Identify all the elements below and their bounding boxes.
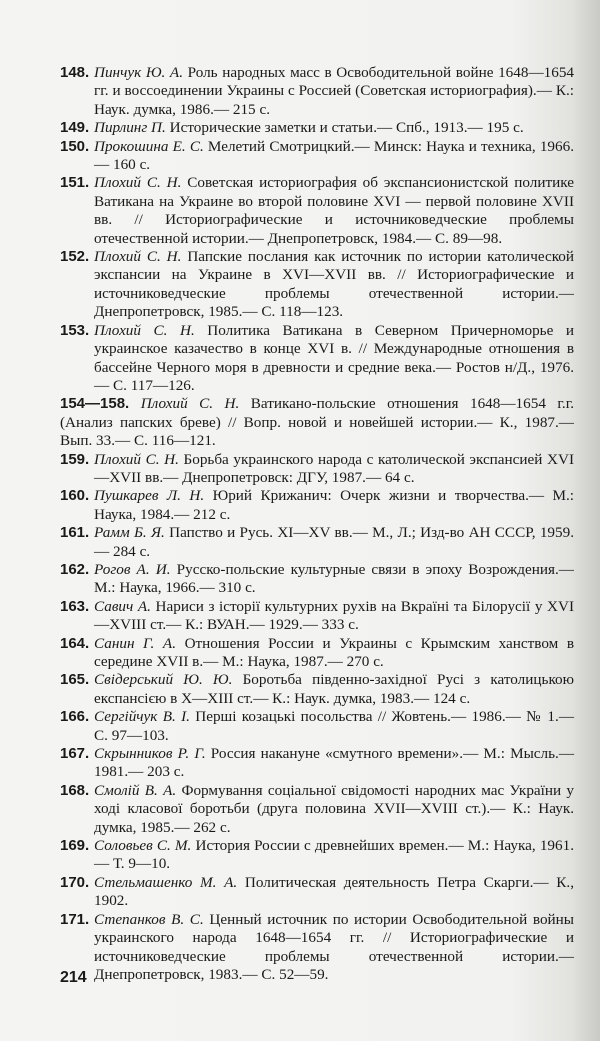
entry-author: Стельмашенко М. А. (94, 873, 238, 891)
entry-author: Сергійчук В. І. (94, 708, 190, 726)
entry-number: 164. (60, 634, 90, 652)
bibliography-entry (60, 248, 574, 322)
entry-author: Санин Г. А. (94, 634, 176, 652)
entry-author: Рогов А. И. (94, 560, 171, 578)
entry-number: 166. (60, 708, 90, 726)
entry-number: 167. (60, 745, 90, 763)
bibliography-entry (60, 395, 574, 450)
bibliography-entry (60, 671, 574, 708)
bibliography-entry (60, 598, 574, 635)
entry-author: Плохий С. Н. (140, 395, 240, 413)
page-number: 214 (60, 969, 87, 986)
bibliography-entry (60, 64, 574, 119)
entry-text: Русско-польские культурные связи в эпоху Возрождения.— М.: Наука, 1966.— 310 с. (94, 560, 574, 597)
entry-author: Прокошина Е. С. (94, 137, 204, 155)
entry-number: 168. (60, 781, 90, 799)
bibliography-entry (60, 119, 574, 137)
bibliography-entry (60, 487, 574, 524)
bibliography-entry (60, 837, 574, 874)
entry-text: Ценный источник по истории Освободительной войны украинского народа 1648—1654 гг. // Историографические и источниковедческие проблемы отечественной истории.— Днепропетровск, 1983.— С. 52—59. (94, 910, 574, 983)
entry-author: Пинчук Ю. А. (94, 64, 183, 81)
entry-text: Мелетий Смотрицкий.— Минск: Наука и техника, 1966.— 160 с. (94, 137, 575, 174)
entry-text: Политическая деятельность Петра Скарги.— К., 1902. (94, 873, 575, 910)
entry-number: 152. (60, 248, 90, 266)
entry-number: 160. (60, 487, 90, 505)
entry-author: Соловьев С. М. (94, 837, 192, 855)
entry-author: Плохий С. Н. (94, 450, 179, 468)
entry-number: 154—158. (60, 395, 130, 413)
entry-author: Плохий С. Н. (94, 321, 195, 339)
entry-text: Папство и Русь. XI—XV вв.— М., Л.; Изд-во АН СССР, 1959.— 284 с. (94, 524, 575, 560)
entry-author: Пирлинг П. (94, 119, 166, 137)
bibliography-entry (60, 782, 574, 837)
entry-text: Нариси з історії культурних рухів на Вкраїні та Білорусії у XVI—XVIII ст.— К.: ВУАН.— 1929.— 333 с. (94, 597, 575, 634)
entry-author: Рамм Б. Я. (94, 524, 165, 542)
entry-number: 162. (60, 560, 90, 578)
bibliography-entry (60, 322, 574, 396)
entry-number: 169. (60, 837, 90, 855)
bibliography-entry (60, 708, 574, 745)
bibliography-entry (60, 524, 574, 561)
bibliography-entry (60, 874, 574, 911)
bibliography-entry (60, 174, 574, 248)
bibliography-entry (60, 561, 574, 598)
entry-author: Смолій В. А. (94, 781, 177, 799)
bibliography-entry (60, 138, 574, 175)
entry-number: 171. (60, 910, 90, 928)
entry-text: Советская историография об экспансионистской политике Ватикана на Украине во второй половине XVI — первой половине XVII вв. // Историографические и источниковедческие проблемы отечественной истории.— Днепропетровск, 1984.— С. 89—98. (94, 174, 575, 247)
bibliography-list (60, 64, 574, 984)
bibliography-entry (60, 911, 574, 985)
entry-text: Политика Ватикана в Северном Причерноморье и украинское казачество в конце XVI в. // Международные отношения в бассейне Черного моря в древности и средние века.— Ростов н/Д., 1976.— С. 117—126. (94, 321, 575, 394)
entry-number: 161. (60, 524, 90, 542)
entry-author: Свідерський Ю. Ю. (94, 671, 233, 689)
entry-text: Роль народных масс в Освободительной войне 1648—1654 гг. и воссоединении Украины с Россией (Советская историография).— К.: Наук. думка, 1986.— 215 с. (94, 64, 575, 118)
entry-number: 153. (60, 321, 90, 339)
entry-number: 159. (60, 450, 90, 468)
entry-number: 170. (60, 873, 90, 891)
entry-text: История России с древнейших времен.— М.: Наука, 1961.— Т. 9—10. (94, 837, 575, 873)
entry-number: 151. (60, 174, 90, 192)
entry-number: 165. (60, 671, 90, 689)
bibliography-entry (60, 745, 574, 782)
entry-author: Плохий С. Н. (94, 174, 182, 192)
entry-author: Савич А. (94, 597, 151, 615)
entry-text: Отношения России и Украины с Крымским ханством в середине XVII в.— М.: Наука, 1987.— 270 с. (94, 634, 574, 670)
entry-number: 150. (60, 137, 90, 155)
entry-author: Степанков В. С. (94, 910, 204, 928)
entry-text: Ватикано-польские отношения 1648—1654 г.г. (Анализ папских бреве) // Вопр. новой и новейшей истории.— К., 1987.— Вып. 33.— С. 116—121. (60, 395, 575, 450)
entry-number: 149. (60, 119, 90, 137)
entry-text: Россия накануне «смутного времени».— М.: Мысль.— 1981.— 203 с. (94, 745, 575, 781)
entry-text: Перші козацькі посольства // Жовтень.— 1986.— № 1.— С. 97—103. (94, 708, 575, 744)
entry-text: Исторические заметки и статьи.— Спб., 1913.— 195 с. (169, 119, 524, 137)
entry-text: Борьба украинского народа с католической экспансией XVI—XVII вв.— Днепропетровск: ДГУ, 1987.— 64 с. (94, 450, 575, 486)
entry-text: Юрий Крижанич: Очерк жизни и творчества.— М.: Наука, 1984.— 212 с. (94, 487, 574, 523)
entry-author: Скрынников Р. Г. (94, 745, 206, 763)
entry-text: Формування соціальної свідомості народних мас України у ході класової боротьби (друга половина XVII—XVIII ст.).— К.: Наук. думка, 1985.— 262 с. (94, 781, 574, 836)
entry-author: Пушкарев Л. Н. (94, 487, 205, 505)
bibliography-entry (60, 451, 574, 488)
entry-number: 163. (60, 597, 90, 615)
entry-author: Плохий С. Н. (94, 248, 182, 266)
entry-number: 148. (60, 64, 90, 81)
bibliography-entry (60, 635, 574, 672)
entry-text: Боротьба південно-західної Русі з католицькою експансією в X—XIII ст.— К.: Наук. думка, 1983.— 124 с. (94, 671, 574, 707)
entry-text: Папские послания как источник по истории католической экспансии на Украине в XVI—XVII вв. // Историографические и источниковедческие проблемы отечественной истории.— Днепропетровск, 1985.— С. 118—123. (94, 248, 575, 321)
